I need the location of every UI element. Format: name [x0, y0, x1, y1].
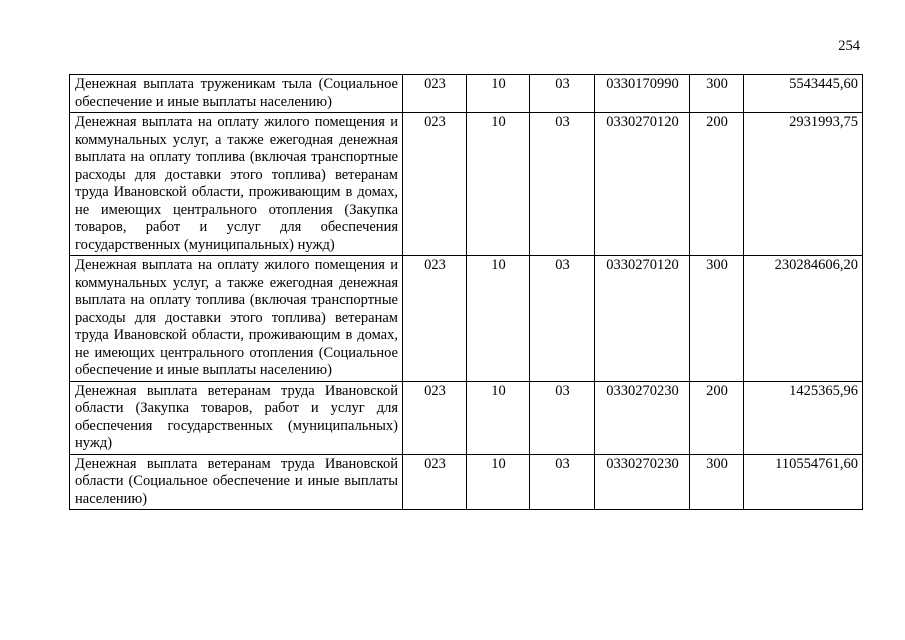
table-row — [70, 381, 863, 454]
row-sum: 110554761,60 — [744, 454, 863, 510]
row-sum: 1425365,96 — [744, 381, 863, 454]
row-description: Денежная выплата ветеранам труда Ивановской области (Закупка товаров, работ и услуг для обеспечения государственных (муниципальных) нужд) — [70, 381, 403, 454]
row-target-article-code: 0330270230 — [595, 381, 690, 454]
budget-table — [69, 74, 863, 510]
row-description: Денежная выплата на оплату жилого помещения и коммунальных услуг, а также ежегодная денежная выплата на оплату топлива (включая транспортные расходы для доставки этого топлива) ветеранам труда Ивановской области, проживающим в домах, не имеющих центрального отопления (Социальное обеспечение и иные выплаты населению) — [70, 256, 403, 382]
row-grbs-code: 023 — [403, 454, 467, 510]
row-sum: 2931993,75 — [744, 113, 863, 256]
row-target-article-code: 0330270120 — [595, 256, 690, 382]
row-expense-type-code: 200 — [690, 113, 744, 256]
table-row — [70, 113, 863, 256]
row-description: Денежная выплата ветеранам труда Ивановской области (Социальное обеспечение и иные выплаты населению) — [70, 454, 403, 510]
row-target-article-code: 0330270120 — [595, 113, 690, 256]
row-section-code: 10 — [467, 75, 530, 113]
row-expense-type-code: 300 — [690, 256, 744, 382]
row-section-code: 10 — [467, 381, 530, 454]
row-expense-type-code: 200 — [690, 381, 744, 454]
row-subsection-code: 03 — [530, 454, 595, 510]
row-subsection-code: 03 — [530, 113, 595, 256]
row-sum: 230284606,20 — [744, 256, 863, 382]
row-section-code: 10 — [467, 256, 530, 382]
row-target-article-code: 0330170990 — [595, 75, 690, 113]
table-row — [70, 256, 863, 382]
row-subsection-code: 03 — [530, 381, 595, 454]
row-section-code: 10 — [467, 454, 530, 510]
row-description: Денежная выплата на оплату жилого помещения и коммунальных услуг, а также ежегодная денежная выплата на оплату топлива (включая транспортные расходы для доставки этого топлива) ветеранам труда Ивановской области, проживающим в домах, не имеющих центрального отопления (Закупка товаров, работ и услуг для обеспечения государственных (муниципальных) нужд) — [70, 113, 403, 256]
row-subsection-code: 03 — [530, 75, 595, 113]
table-row — [70, 454, 863, 510]
row-grbs-code: 023 — [403, 381, 467, 454]
row-target-article-code: 0330270230 — [595, 454, 690, 510]
row-grbs-code: 023 — [403, 113, 467, 256]
row-grbs-code: 023 — [403, 256, 467, 382]
table-row — [70, 75, 863, 113]
row-grbs-code: 023 — [403, 75, 467, 113]
row-description: Денежная выплата труженикам тыла (Социальное обеспечение и иные выплаты населению) — [70, 75, 403, 113]
row-expense-type-code: 300 — [690, 75, 744, 113]
row-expense-type-code: 300 — [690, 454, 744, 510]
row-section-code: 10 — [467, 113, 530, 256]
row-sum: 5543445,60 — [744, 75, 863, 113]
row-subsection-code: 03 — [530, 256, 595, 382]
page-number: 254 — [838, 38, 860, 54]
